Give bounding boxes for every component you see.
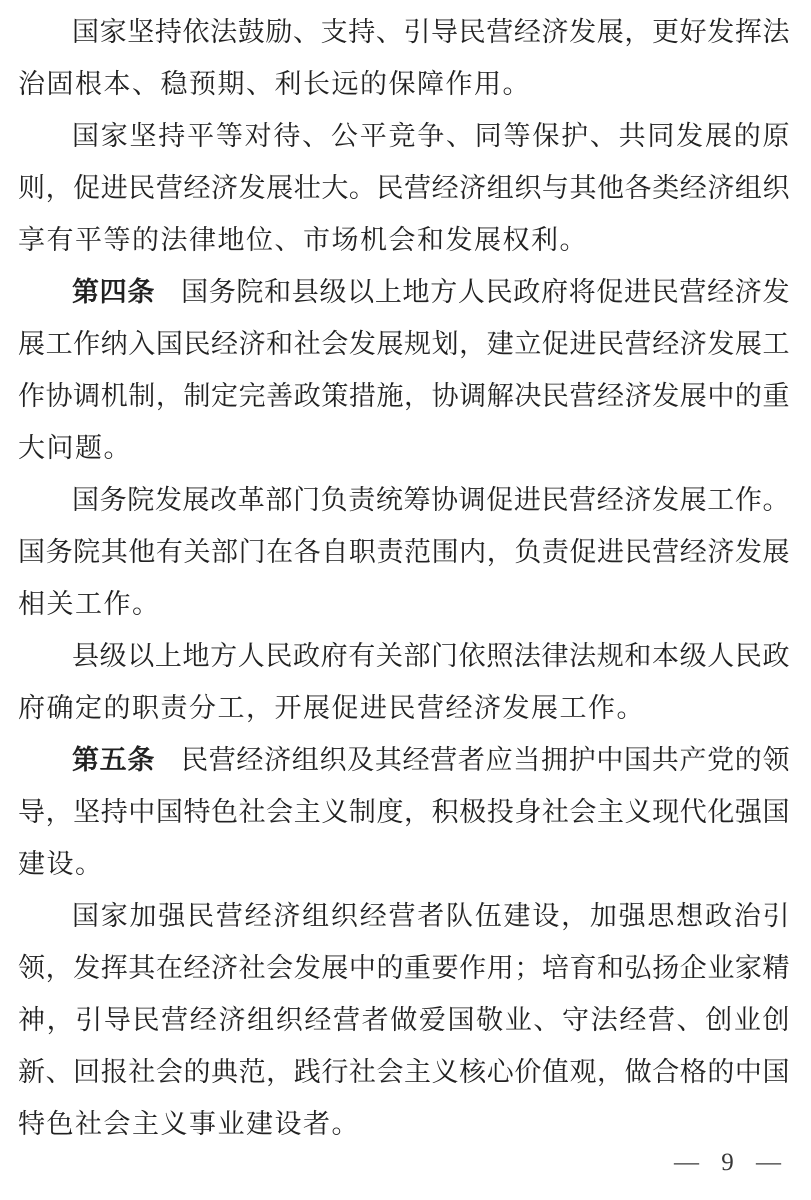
paragraph bbox=[18, 266, 790, 474]
line-text: 国务院和县级以上地方人民政府将促进民营经济发 bbox=[181, 277, 790, 307]
text-line: 神，引导民营经济组织经营者做爱国敬业、守法经营、创业创 bbox=[18, 1005, 790, 1035]
text-line: 作协调机制，制定完善政策措施，协调解决民营经济发展中的重 bbox=[18, 381, 790, 411]
text-line: 领，发挥其在经济社会发展中的重要作用；培育和弘扬企业家精 bbox=[18, 953, 790, 983]
paragraph bbox=[18, 890, 790, 1150]
article-number: 第五条 bbox=[72, 745, 156, 775]
text-line: 治固根本、稳预期、利长远的保障作用。 bbox=[18, 69, 531, 99]
text-line: 县级以上地方人民政府有关部门依照法律法规和本级人民政 bbox=[72, 641, 790, 671]
text-line: 特色社会主义事业建设者。 bbox=[18, 1109, 360, 1139]
text-line bbox=[18, 266, 790, 318]
text-line: 展工作纳入国民经济和社会发展规划，建立促进民营经济发展工 bbox=[18, 329, 790, 359]
text-line: 则，促进民营经济发展壮大。民营经济组织与其他各类经济组织 bbox=[18, 173, 790, 203]
text-line: 大问题。 bbox=[18, 433, 132, 463]
text-line: 新、回报社会的典范，践行社会主义核心价值观，做合格的中国 bbox=[18, 1057, 790, 1087]
page-number: — 9 — bbox=[674, 1149, 783, 1176]
text-line bbox=[18, 734, 790, 786]
text-line: 导，坚持中国特色社会主义制度，积极投身社会主义现代化强国 bbox=[18, 797, 790, 827]
article-number: 第四条 bbox=[72, 277, 156, 307]
text-line: 国务院其他有关部门在各自职责范围内，负责促进民营经济发展 bbox=[18, 537, 790, 567]
text-line: 相关工作。 bbox=[18, 589, 161, 619]
text-line: 建设。 bbox=[18, 849, 104, 879]
line-text: 民营经济组织及其经营者应当拥护中国共产党的领 bbox=[181, 745, 790, 775]
paragraph bbox=[18, 734, 790, 890]
paragraph bbox=[18, 6, 790, 110]
text-line: 国家坚持依法鼓励、支持、引导民营经济发展，更好发挥法 bbox=[72, 17, 790, 47]
paragraph bbox=[18, 630, 790, 734]
text-line: 国家加强民营经济组织经营者队伍建设，加强思想政治引 bbox=[72, 901, 790, 931]
text-line: 享有平等的法律地位、市场机会和发展权利。 bbox=[18, 225, 588, 255]
text-line: 国家坚持平等对待、公平竞争、同等保护、共同发展的原 bbox=[72, 121, 790, 151]
document-body bbox=[18, 6, 790, 1150]
text-line: 府确定的职责分工，开展促进民营经济发展工作。 bbox=[18, 693, 645, 723]
text-line: 国务院发展改革部门负责统筹协调促进民营经济发展工作。 bbox=[72, 485, 790, 515]
paragraph bbox=[18, 110, 790, 266]
paragraph bbox=[18, 474, 790, 630]
